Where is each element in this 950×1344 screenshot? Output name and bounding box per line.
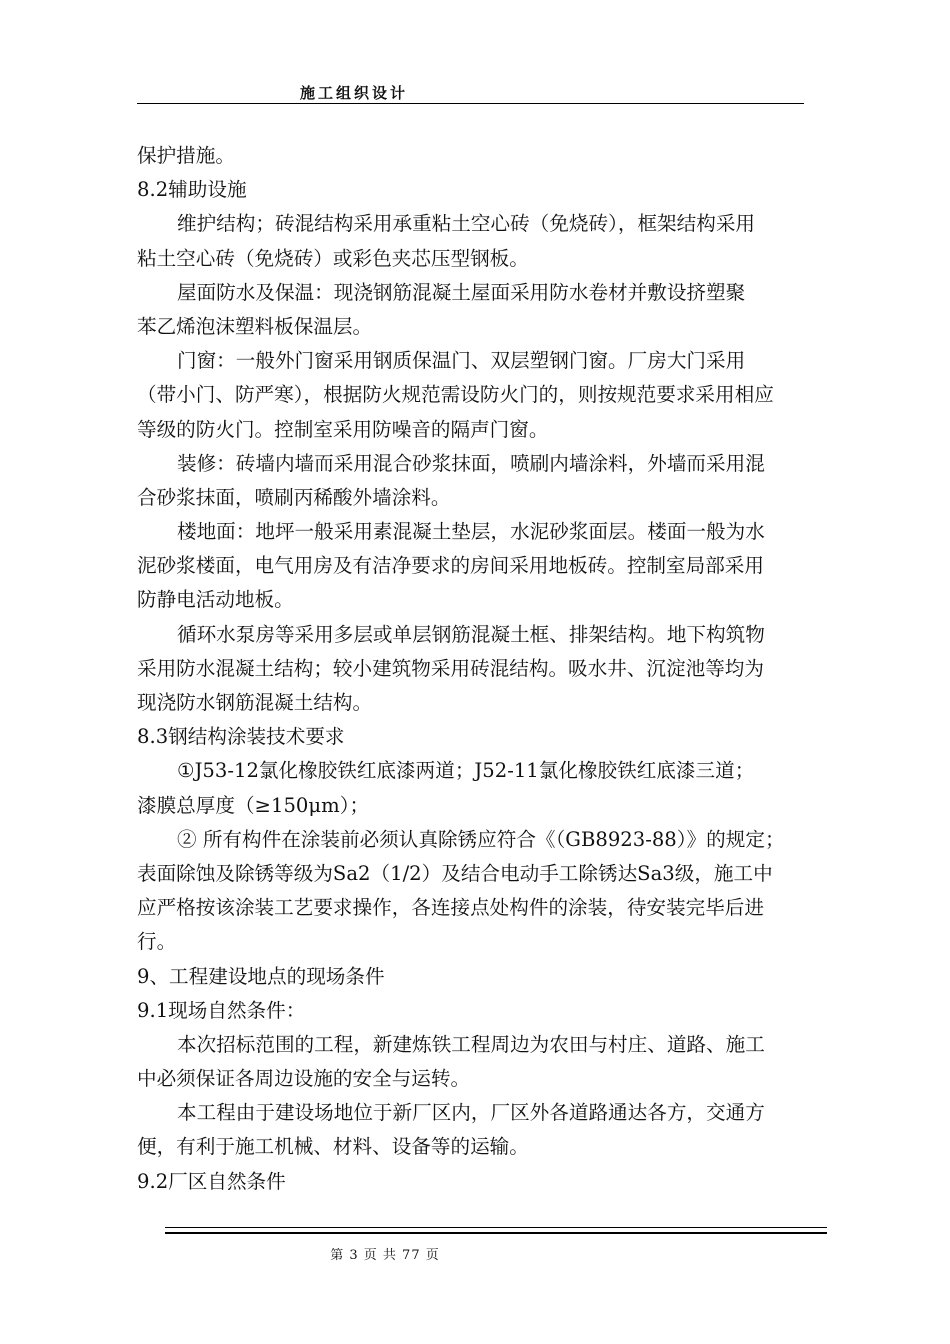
text-line: 现浇防水钢筋混凝土结构。 — [137, 691, 373, 714]
text-line: 循环水泵房等采用多层或单层钢筋混凝土框、排架结构。地下构筑物 — [177, 622, 765, 646]
text-line: 漆膜总厚度（≥150μm）； — [137, 793, 370, 817]
text-line: 9.1现场自然条件： — [137, 998, 306, 1022]
text-line: 表面除蚀及除锈等级为Sa2（1/2）及结合电动手工除锈达Sa3级，施工中 — [137, 861, 773, 885]
text-line: 屋面防水及保温：现浇钢筋混凝土屋面采用防水卷材并敷设挤塑聚 — [177, 280, 746, 304]
header-title: 施工组织设计 — [300, 84, 409, 102]
document-body — [137, 139, 837, 1199]
text-line: 粘土空心砖（免烧砖）或彩色夹芯压型钢板。 — [137, 246, 529, 270]
text-line: ①J53-12氯化橡胶铁红底漆两道；J52-11氯化橡胶铁红底漆三道； — [177, 759, 755, 783]
text-line: 门窗：一般外门窗采用钢质保温门、双层塑钢门窗。厂房大门采用 — [177, 349, 746, 373]
text-line: 保护措施。 — [137, 144, 235, 167]
text-line: 本次招标范围的工程，新建炼铁工程周边为农田与村庄、道路、施工 — [177, 1032, 765, 1056]
text-line: 楼地面：地坪一般采用素混凝土垫层，水泥砂浆面层。楼面一般为水 — [177, 520, 765, 544]
text-line: 泥砂浆楼面，电气用房及有洁净要求的房间采用地板砖。控制室局部采用 — [137, 554, 764, 578]
page-number: 第 3 页 共 77 页 — [330, 1248, 440, 1263]
footer-rule — [165, 1227, 827, 1234]
text-line: 苯乙烯泡沫塑料板保温层。 — [137, 314, 373, 338]
text-line: 9、工程建设地点的现场条件 — [137, 964, 385, 988]
text-line: 8.3钢结构涂装技术要求 — [137, 725, 345, 749]
text-line: 8.2辅助设施 — [137, 178, 247, 202]
text-line: 本工程由于建设场地位于新厂区内，厂区外各道路通达各方，交通方 — [177, 1101, 765, 1125]
text-line: 合砂浆抹面，喷刷丙稀酸外墙涂料。 — [137, 485, 451, 509]
text-line: 中必须保证各周边设施的安全与运转。 — [137, 1067, 471, 1091]
text-line: 应严格按该涂装工艺要求操作，各连接点处构件的涂装，待安装完毕后进 — [137, 896, 764, 920]
text-line: 维护结构；砖混结构采用承重粘土空心砖（免烧砖），框架结构采用 — [177, 212, 756, 236]
text-line: 采用防水混凝土结构；较小建筑物采用砖混结构。吸水井、沉淀池等均为 — [137, 656, 764, 680]
text-line: （带小门、防严寒），根据防火规范需设防火门的，则按规范要求采用相应 — [137, 383, 774, 407]
text-line: ② 所有构件在涂装前必须认真除锈应符合《（GB8923-88）》的规定； — [177, 827, 785, 851]
text-line: 9.2厂区自然条件 — [137, 1169, 286, 1193]
text-line: 防静电活动地板。 — [137, 588, 294, 612]
text-line: 装修：砖墙内墙而采用混合砂浆抹面，喷刷内墙涂料，外墙而采用混 — [177, 451, 765, 475]
text-line: 行。 — [137, 930, 177, 954]
text-line: 便，有利于施工机械、材料、设备等的运输。 — [137, 1135, 529, 1159]
text-line: 等级的防火门。控制室采用防噪音的隔声门窗。 — [137, 417, 549, 441]
header-rule — [137, 103, 804, 104]
